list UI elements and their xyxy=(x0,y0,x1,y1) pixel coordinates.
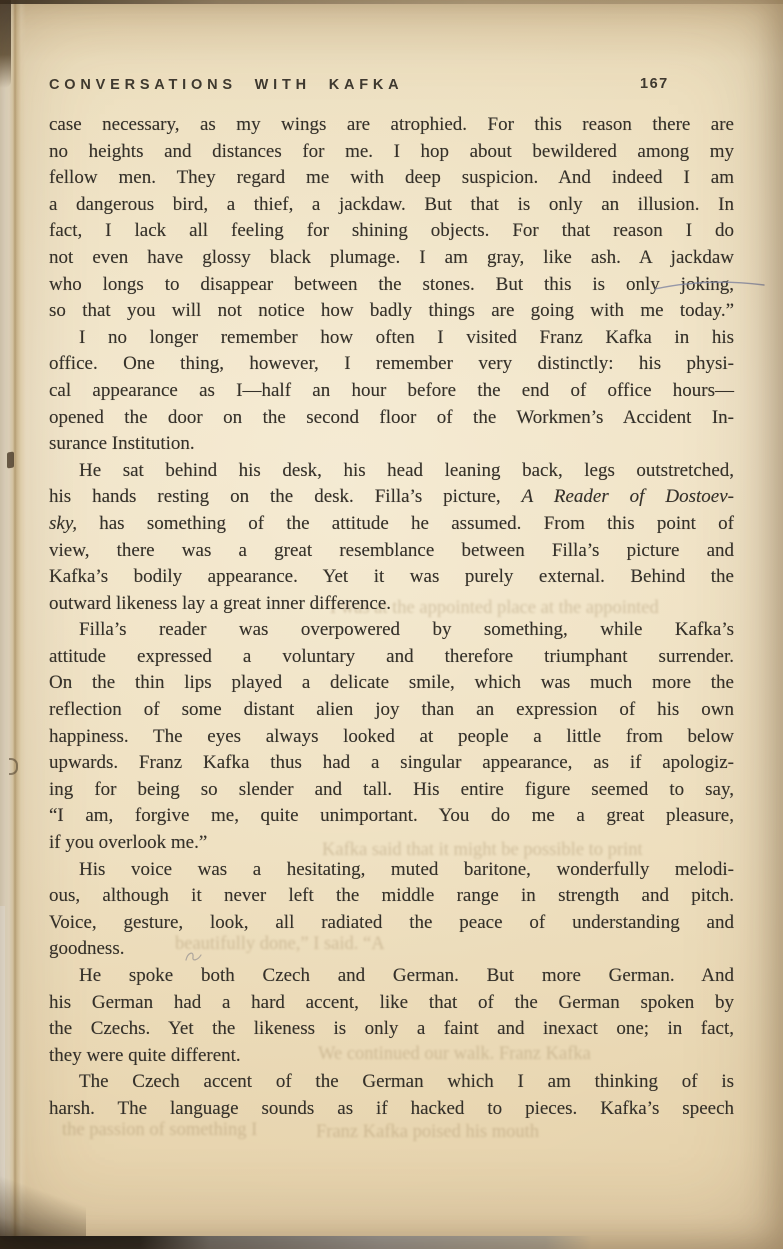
text-line: goodness. xyxy=(49,938,125,960)
text-line: case necessary, as my wings are atrophied. For this reason there are xyxy=(49,114,734,135)
body-text xyxy=(49,112,734,1123)
ghost-text-fragment: beautifully done,” I said. “A xyxy=(175,934,385,954)
text-line: his German had a hard accent, like that of the German spoken by xyxy=(49,991,734,1013)
scan-edge-top xyxy=(0,0,783,4)
edge-ink-mark xyxy=(7,452,14,469)
pen-mark xyxy=(652,279,768,295)
text-line: not even have glossy black plumage. I am gray, like ash. A jackdaw xyxy=(49,246,734,268)
text-line: He spoke both Czech and German. But more German. And xyxy=(79,965,734,986)
text-line: ous, although it never left the middle range in strength and pitch. xyxy=(49,885,734,907)
paragraph xyxy=(49,325,734,458)
text-line: if you overlook me.” xyxy=(49,832,208,854)
text-line: ing for being so slender and tall. His entire figure seemed to say, xyxy=(49,778,734,800)
running-title: CONVERSATIONS WITH KAFKA xyxy=(49,77,404,93)
text-line: office. One thing, however, I remember very distinctly: his physi- xyxy=(49,353,734,375)
text-line: view, there was a great resemblance between Filla’s picture and xyxy=(49,539,734,561)
text-line: The Czech accent of the German which I am thinking of is xyxy=(79,1071,734,1093)
text-line: they were quite different. xyxy=(49,1044,241,1066)
text-line: a dangerous bird, a thief, a jackdaw. But that is only an illusion. In xyxy=(49,193,734,215)
text-line: Kafka’s bodily appearance. Yet it was purely external. Behind the xyxy=(49,566,734,588)
pencil-squiggle xyxy=(185,951,205,966)
text-line: happiness. The eyes always looked at people a little from below xyxy=(49,725,734,747)
text-line: no heights and distances for me. I hop about bewildered among my xyxy=(49,140,734,162)
paragraph xyxy=(49,857,734,963)
page-header xyxy=(49,76,734,98)
text-line: his hands resting on the desk. Filla’s picture, A Reader of Dostoev- xyxy=(49,486,734,508)
paragraph xyxy=(49,1069,734,1122)
paragraph xyxy=(49,963,734,1069)
ghost-text-fragment: Franz Kafka poised his mouth xyxy=(316,1122,539,1142)
text-line: sky, has something of the attitude he assumed. From this point of xyxy=(49,512,734,534)
text-line: attitude expressed a voluntary and therefore triumphant surrender. xyxy=(49,645,734,667)
text-line: who longs to disappear between the stones. But this is only joking, xyxy=(49,273,734,295)
text-line: opened the door on the second floor of the Workmen’s Accident In- xyxy=(49,406,734,428)
paragraph xyxy=(49,617,734,856)
text-line: upwards. Franz Kafka thus had a singular appearance, as if apologiz- xyxy=(49,752,734,774)
text-line: outward likeness lay a great inner difference. xyxy=(49,592,392,614)
ghost-text-fragment: the passion of something I xyxy=(62,1120,258,1140)
text-line: the Czechs. Yet the likeness is only a faint and inexact one; in fact, xyxy=(49,1018,734,1040)
ghost-text-fragment: We continued our walk. Franz Kafka xyxy=(318,1044,591,1064)
paragraph xyxy=(49,458,734,618)
dark-corner-top-left xyxy=(0,0,11,88)
text-line: Filla’s reader was overpowered by something, while Kafka’s xyxy=(79,619,734,641)
text-line: His voice was a hesitating, muted baritone, wonderfully melodi- xyxy=(79,858,734,880)
text-line: surance Institution. xyxy=(49,433,195,455)
paragraph xyxy=(49,112,734,325)
text-line: fact, I lack all feeling for shining objects. For that reason I do xyxy=(49,220,734,242)
ghost-text-fragment: I was at the appointed place at the appointed xyxy=(330,598,659,618)
text-line: He sat behind his desk, his head leaning back, legs outstretched, xyxy=(79,459,734,481)
text-line: “I am, forgive me, quite unimportant. You do me a great pleasure, xyxy=(49,805,734,827)
ghost-text-fragment: Kafka said that it might be possible to print xyxy=(322,840,643,860)
dark-corner-bottom-left xyxy=(0,1153,86,1249)
text-line: On the thin lips played a delicate smile, which was much more the xyxy=(49,672,734,694)
page-number: 167 xyxy=(640,76,669,92)
text-line: cal appearance as I—half an hour before the end of office hours— xyxy=(49,379,734,401)
text-line: reflection of some distant alien joy than an expression of his own xyxy=(49,699,734,721)
text-line: fellow men. They regard me with deep suspicion. And indeed I am xyxy=(49,167,734,189)
text-line: so that you will not notice how badly things are going with me today.” xyxy=(49,300,734,322)
text-line: Voice, gesture, look, all radiated the peace of understanding and xyxy=(49,911,734,933)
text-line: harsh. The language sounds as if hacked to pieces. Kafka’s speech xyxy=(49,1097,734,1119)
text-line: I no longer remember how often I visited Franz Kafka in his xyxy=(79,326,734,348)
scan-edge-bottom xyxy=(0,1236,783,1249)
